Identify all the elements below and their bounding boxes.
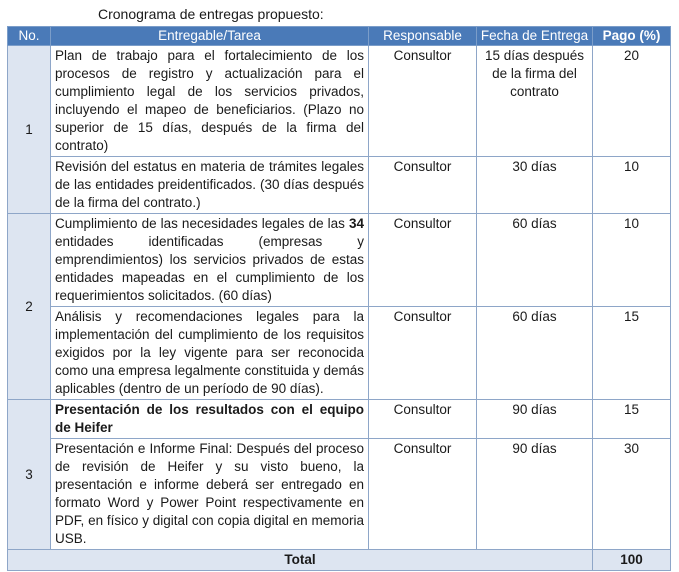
- header-date: Fecha de Entrega: [477, 27, 593, 46]
- date-cell: 30 días: [477, 157, 593, 214]
- header-row: [8, 27, 671, 46]
- delivery-schedule-table: [7, 26, 671, 571]
- responsible-cell: Consultor: [369, 400, 477, 439]
- payment-cell: 15: [593, 307, 671, 400]
- task-text: Cumplimiento de las necesidades legales de las: [55, 216, 349, 231]
- task-cell: Plan de trabajo para el fortalecimiento de los procesos de registro y actualización para el cumplimiento legal de los servicios privados, incluyendo el mapeo de beneficiarios. (Plazo no superior de 15 días, después de la firma del contrato): [51, 46, 369, 157]
- responsible-cell: Consultor: [369, 46, 477, 157]
- total-value: 100: [593, 550, 671, 571]
- header-responsible: Responsable: [369, 27, 477, 46]
- header-no: No.: [8, 27, 51, 46]
- date-cell: 15 días después de la firma del contrato: [477, 46, 593, 157]
- responsible-cell: Consultor: [369, 307, 477, 400]
- payment-cell: 15: [593, 400, 671, 439]
- total-label: Total: [8, 550, 593, 571]
- total-row: [8, 550, 671, 571]
- table-row: [8, 214, 671, 307]
- payment-cell: 20: [593, 46, 671, 157]
- task-cell: [51, 214, 369, 307]
- task-cell: Presentación e Informe Final: Después del proceso de revisión de Heifer y su visto bueno, la presentación e informe deberá ser entregado en formato Word y Power Point respectivamente en PDF, en físico y digital con copia digital en memoria USB.: [51, 439, 369, 550]
- group-number: 1: [8, 46, 51, 214]
- header-task: Entregable/Tarea: [51, 27, 369, 46]
- table-row: [8, 157, 671, 214]
- entity-count: 34: [348, 216, 364, 231]
- responsible-cell: Consultor: [369, 214, 477, 307]
- task-text: entidades identificadas (empresas y emprendimientos) los servicios privados de estas entidades mapeadas en el cumplimiento de los requerimientos solicitados. (60 días): [55, 234, 364, 303]
- table-caption: Cronograma de entregas propuesto:: [98, 6, 324, 22]
- header-payment: Pago (%): [593, 27, 671, 46]
- date-cell: 90 días: [477, 400, 593, 439]
- group-number: 2: [8, 214, 51, 400]
- payment-cell: 30: [593, 439, 671, 550]
- table-row: [8, 439, 671, 550]
- table-row: [8, 307, 671, 400]
- responsible-cell: Consultor: [369, 157, 477, 214]
- task-cell: Análisis y recomendaciones legales para la implementación del cumplimiento de los requisitos exigidos por la ley vigente para ser reconocida como una empresa legalmente constituida y demás aplicables (dentro de un período de 90 días).: [51, 307, 369, 400]
- table-row: [8, 400, 671, 439]
- responsible-cell: Consultor: [369, 439, 477, 550]
- task-cell: Revisión del estatus en materia de trámites legales de las entidades preidentificados. (30 días después de la firma del contrato.): [51, 157, 369, 214]
- payment-cell: 10: [593, 157, 671, 214]
- date-cell: 90 días: [477, 439, 593, 550]
- task-cell: Presentación de los resultados con el equipo de Heifer: [51, 400, 369, 439]
- payment-cell: 10: [593, 214, 671, 307]
- date-cell: 60 días: [477, 214, 593, 307]
- date-cell: 60 días: [477, 307, 593, 400]
- table-row: [8, 46, 671, 157]
- group-number: 3: [8, 400, 51, 550]
